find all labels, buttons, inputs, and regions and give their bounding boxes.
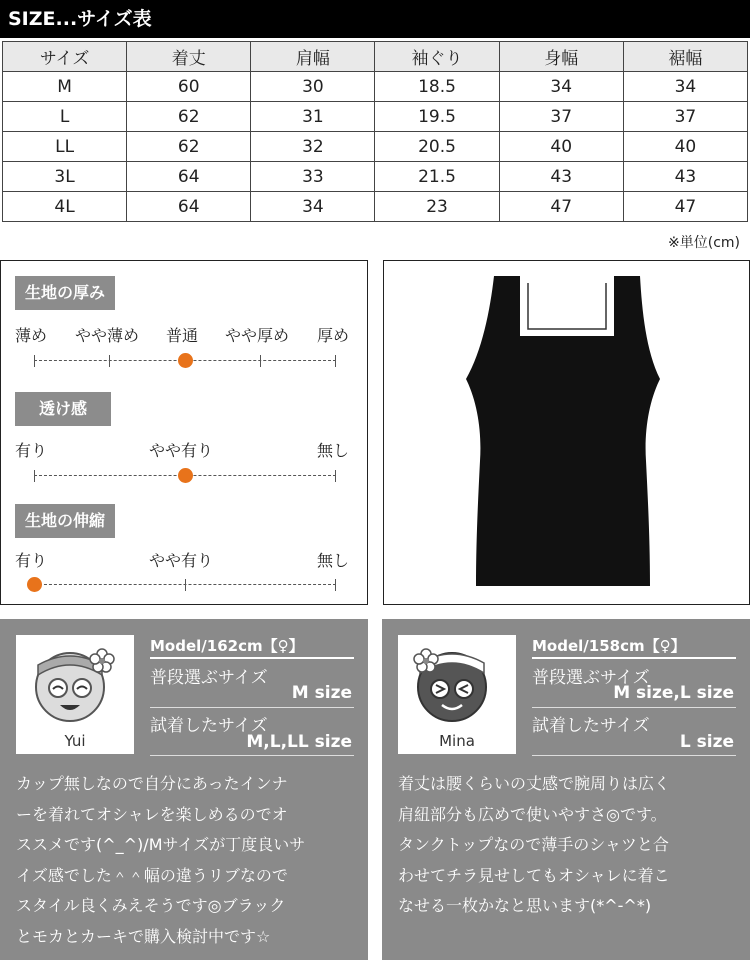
column-header: 肩幅 — [251, 42, 375, 72]
table-row — [3, 192, 748, 222]
table-row — [3, 72, 748, 102]
comment-line: わせてチラ見せしてもオシャレに着こ — [398, 865, 670, 885]
scale-label: 有り — [15, 551, 48, 570]
scale-label: やや有り — [149, 441, 214, 460]
table-row — [3, 102, 748, 132]
table-cell: 37 — [499, 102, 623, 132]
model-name: Mina — [439, 732, 475, 750]
scale-label: 厚め — [317, 326, 350, 345]
comment-line: とモカとカーキで購入検討中です☆ — [16, 926, 271, 946]
neckline-stitch — [528, 283, 606, 329]
table-cell: 33 — [251, 162, 375, 192]
divider — [150, 657, 354, 659]
table-cell: 62 — [127, 102, 251, 132]
comment-line: なせる一枚かなと思います(*^-^*) — [398, 896, 652, 915]
table-cell: M — [3, 72, 127, 102]
table-cell: 34 — [499, 72, 623, 102]
comment-line: 着丈は腰くらいの丈感で腕周りは広く — [398, 774, 671, 793]
tried-size-value: L size — [679, 732, 734, 752]
tried-size-label: 試着したサイズ — [532, 716, 650, 736]
table-cell: LL — [3, 132, 127, 162]
model-comment — [16, 769, 358, 952]
tried-size-label: 試着したサイズ — [150, 716, 268, 736]
usual-size-label: 普段選ぶサイズ — [532, 668, 650, 688]
divider — [532, 707, 736, 708]
model-title: Model/162cm【♀】 — [150, 637, 304, 655]
column-header: サイズ — [3, 42, 127, 72]
table-cell: 62 — [127, 132, 251, 162]
thickness-tag: 生地の厚み — [15, 276, 115, 310]
table-cell: 60 — [127, 72, 251, 102]
divider — [150, 707, 354, 708]
divider — [532, 755, 736, 756]
table-cell: 40 — [623, 132, 747, 162]
scale-label: やや薄め — [75, 326, 140, 345]
scale-label: 有り — [15, 441, 48, 460]
scale-tick — [185, 579, 186, 591]
comment-line: イズ感でした＾＾幅の違うリブなので — [16, 865, 288, 885]
size-table — [2, 41, 748, 222]
face-icon — [398, 635, 516, 735]
transparency-marker — [178, 468, 193, 483]
flower-icon — [414, 649, 438, 672]
size-table-header-row — [3, 42, 748, 72]
model-panel-yui — [0, 619, 368, 960]
table-cell: 19.5 — [375, 102, 499, 132]
size-chart-header: SIZE...サイズ表 — [0, 0, 750, 38]
comment-line: 肩紐部分も広めで使いやすさ◎です。 — [398, 804, 667, 824]
table-cell: 40 — [499, 132, 623, 162]
fabric-feel-panel — [0, 260, 368, 605]
table-cell: 34 — [251, 192, 375, 222]
thickness-scale — [34, 360, 336, 361]
scale-tick — [335, 579, 336, 591]
table-cell: 30 — [251, 72, 375, 102]
table-cell: 64 — [127, 192, 251, 222]
usual-size-label: 普段選ぶサイズ — [150, 668, 268, 688]
model-name: Yui — [64, 732, 86, 750]
comment-line: カップ無しなので自分にあったインナ — [16, 774, 288, 793]
table-cell: 3L — [3, 162, 127, 192]
scale-label: 普通 — [166, 326, 199, 345]
face-icon — [16, 635, 134, 735]
table-cell: 32 — [251, 132, 375, 162]
avatar — [16, 635, 134, 754]
table-cell: 20.5 — [375, 132, 499, 162]
product-photo — [383, 260, 750, 605]
scale-tick — [34, 355, 35, 367]
stretch-tag: 生地の伸縮 — [15, 504, 115, 538]
column-header: 身幅 — [499, 42, 623, 72]
table-cell: 43 — [499, 162, 623, 192]
table-row — [3, 132, 748, 162]
comment-line: タンクトップなので薄手のシャツと合 — [398, 835, 669, 854]
stretch-scale — [34, 584, 336, 585]
scale-label: やや有り — [149, 551, 214, 570]
table-cell: 21.5 — [375, 162, 499, 192]
column-header: 袖ぐり — [375, 42, 499, 72]
divider — [532, 657, 736, 659]
transparency-scale — [34, 475, 336, 476]
tried-size-value: M,L,LL size — [246, 732, 352, 752]
transparency-tag: 透け感 — [15, 392, 111, 426]
table-cell: 31 — [251, 102, 375, 132]
scale-label: 薄め — [15, 326, 48, 345]
table-cell: 23 — [375, 192, 499, 222]
table-row — [3, 162, 748, 192]
flower-icon — [90, 649, 114, 672]
scale-tick — [335, 470, 336, 482]
tank-top-shape — [466, 276, 660, 586]
thickness-marker — [178, 353, 193, 368]
table-cell: 47 — [623, 192, 747, 222]
table-cell: 43 — [623, 162, 747, 192]
unit-note: ※単位(cm) — [668, 235, 740, 251]
table-cell: 18.5 — [375, 72, 499, 102]
avatar — [398, 635, 516, 754]
model-panel-mina — [382, 619, 750, 960]
model-comment — [398, 769, 740, 922]
table-cell: 64 — [127, 162, 251, 192]
comment-line: ススメです(^_^)/Mサイズが丁度良いサ — [16, 835, 306, 854]
column-header: 裾幅 — [623, 42, 747, 72]
scale-tick — [335, 355, 336, 367]
comment-line: ーを着れてオシャレを楽しめるのでオ — [16, 804, 288, 824]
stretch-marker — [27, 577, 42, 592]
scale-label: 無し — [317, 551, 350, 570]
divider — [150, 755, 354, 756]
model-title: Model/158cm【♀】 — [532, 637, 686, 655]
column-header: 着丈 — [127, 42, 251, 72]
scale-label: 無し — [317, 441, 350, 460]
scale-tick — [260, 355, 261, 367]
table-cell: 34 — [623, 72, 747, 102]
usual-size-value: M size,L size — [613, 683, 734, 703]
table-cell: 37 — [623, 102, 747, 132]
table-cell: L — [3, 102, 127, 132]
table-cell: 47 — [499, 192, 623, 222]
scale-tick — [34, 470, 35, 482]
table-cell: 4L — [3, 192, 127, 222]
scale-label: やや厚め — [225, 326, 290, 345]
scale-tick — [109, 355, 110, 367]
comment-line: スタイル良くみえそうです◎ブラック — [16, 896, 286, 915]
usual-size-value: M size — [291, 683, 352, 703]
tank-top-image — [384, 261, 750, 606]
